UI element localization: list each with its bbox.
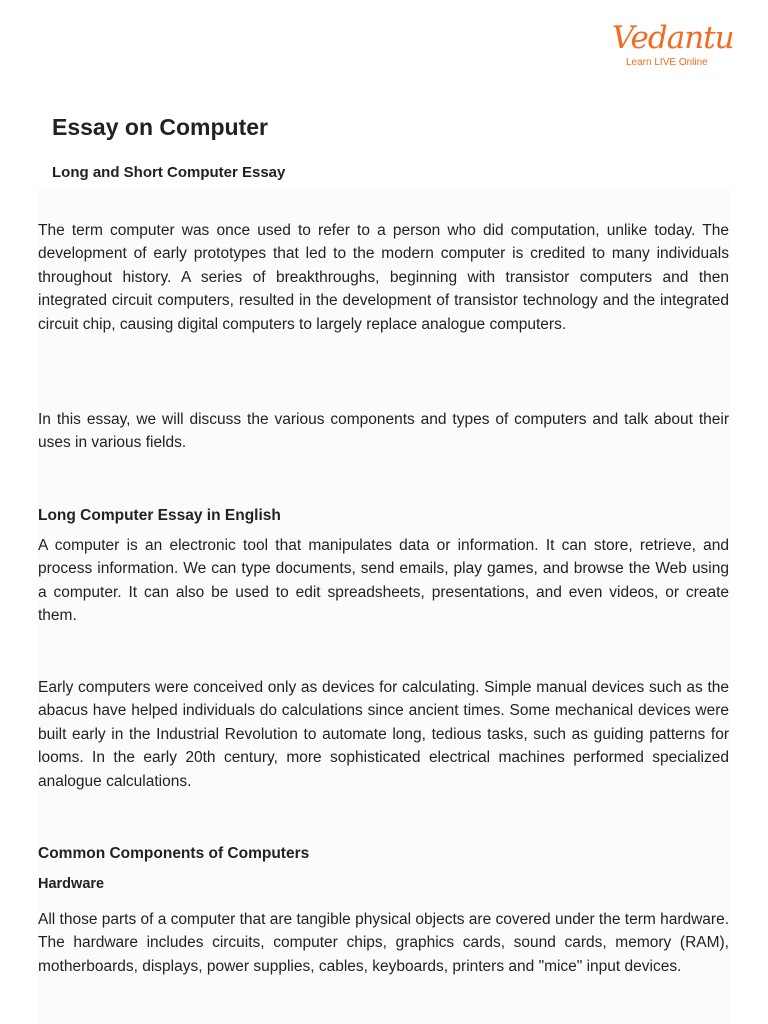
logo-tagline: Learn LIVE Online bbox=[626, 57, 708, 68]
intro-paragraph-2-block bbox=[38, 408, 729, 455]
hardware-heading-block bbox=[38, 874, 729, 894]
intro-paragraph-2: In this essay, we will discuss the various components and types of computers and talk about their uses in various fields. bbox=[38, 411, 729, 452]
hardware-paragraph-block bbox=[38, 908, 729, 978]
hardware-heading: Hardware bbox=[38, 876, 105, 892]
long-paragraph-2: Early computers were conceived only as devices for calculating. Simple manual devices such as the abacus have helped individuals do calculations since ancient times. Some mechanical devices were built early in the Industrial Revolution to automate long, tedious tasks, such as guiding patterns for looms. In the early 20th century, more sophisticated electrical machines performed specialized analogue calculations. bbox=[38, 679, 729, 790]
vedantu-logo bbox=[612, 20, 734, 72]
components-heading: Common Components of Computers bbox=[38, 845, 310, 862]
page-subtitle: Long and Short Computer Essay bbox=[52, 164, 286, 181]
hardware-paragraph: All those parts of a computer that are tangible physical objects are covered under the term hardware. The hardware includes circuits, computer chips, graphics cards, sound cards, memory (RAM), motherboards, displays, power supplies, cables, keyboards, printers and "mice" input devices. bbox=[38, 911, 729, 975]
long-paragraph-1: A computer is an electronic tool that manipulates data or information. It can store, retrieve, and process information. We can type documents, send emails, play games, and browse the Web using a computer. It can also be used to edit spreadsheets, presentations, and even videos, or create them. bbox=[38, 537, 729, 625]
long-essay-heading-block bbox=[38, 506, 729, 526]
intro-paragraph-1: The term computer was once used to refer to a person who did computation, unlike today. The development of early prototypes that led to the modern computer is credited to many individuals throughout history. A series of breakthroughs, beginning with transistor computers and then integrated circuit computers, resulted in the development of transistor technology and the integrated circuit chip, causing digital computers to largely replace analogue computers. bbox=[38, 222, 729, 333]
components-heading-block bbox=[38, 844, 729, 864]
long-paragraph-2-block bbox=[38, 676, 729, 793]
long-essay-heading: Long Computer Essay in English bbox=[38, 507, 281, 524]
page-title: Essay on Computer bbox=[52, 114, 268, 140]
intro-paragraph-1-block bbox=[38, 219, 729, 336]
logo-wordmark: Vedantu bbox=[612, 20, 734, 56]
long-paragraph-1-block bbox=[38, 534, 729, 628]
